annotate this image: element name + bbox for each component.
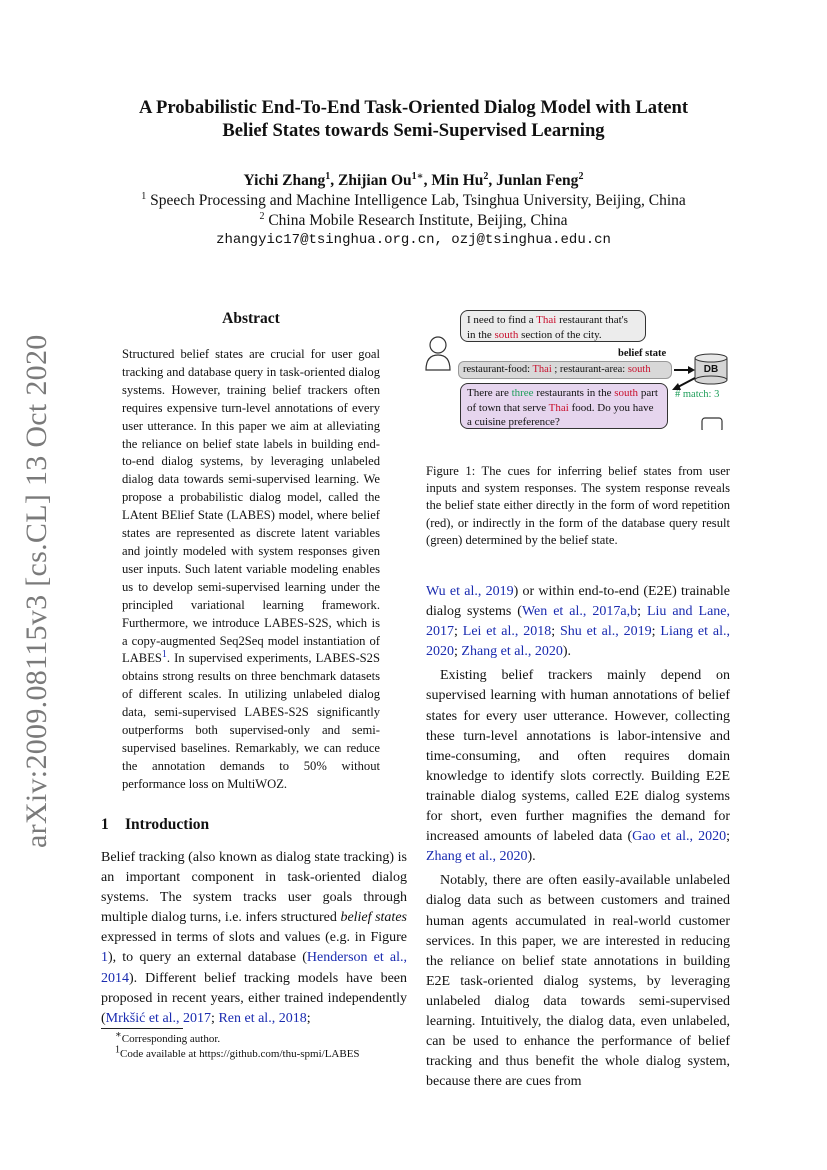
bubble-highlight: Thai xyxy=(548,401,569,414)
body-text: ). xyxy=(527,849,536,865)
body-text: ), to query an external database ( xyxy=(108,950,307,966)
body-text: ; xyxy=(651,624,661,640)
footnote xyxy=(101,1029,407,1047)
bubble-highlight-green: three xyxy=(511,387,534,399)
author-name: Yichi Zhang xyxy=(243,172,326,189)
robot-icon xyxy=(702,418,722,430)
author-emails: zhangyic17@tsinghua.org.cn, ozj@tsinghua.edu.cn xyxy=(216,232,611,248)
body-text: ; xyxy=(637,604,647,620)
body-text: ; xyxy=(211,1010,219,1026)
bubble-highlight: south xyxy=(494,328,519,341)
system-response-bubble xyxy=(460,383,668,429)
citation-link[interactable]: Wu et al., 2019 xyxy=(426,584,514,599)
author-list: Yichi Zhang$^1$, Zhijian $Ou^{1∗}$, Min Hu$^2$, Junlan Feng$^2$ xyxy=(243,170,584,189)
bubble-text: section of the city. xyxy=(518,328,602,341)
author-affil-mark: 2 xyxy=(483,170,489,182)
title-line-2: Belief States towards Semi-Supervised Learning xyxy=(222,120,605,141)
body-text: ; xyxy=(306,1010,311,1026)
footnote-text: Code available at https://github.com/thu-spmi/LABES xyxy=(120,1048,360,1060)
belief-state-box xyxy=(458,361,672,379)
footnotes xyxy=(101,1029,407,1062)
affiliation-text: China Mobile Research Institute, Beijing, China xyxy=(268,212,568,229)
intro-left-column xyxy=(101,848,407,1029)
citation-link[interactable]: Zhang et al., 2020 xyxy=(461,644,563,660)
citation-link[interactable]: Wen et al., 2017a,b xyxy=(521,604,638,620)
author-name: Junlan Feng xyxy=(496,172,579,189)
body-text: ). Different belief tracking models have been proposed in recent years, either trained independently ( xyxy=(101,970,407,1026)
body-text: Existing belief trackers mainly depend on supervised learning with human annotations of belief states for every user utterance. However, collecting these turn-level annotations is labor-intensive and time-consuming, and often requires domain knowledge to identify slots correctly. Building E2E trainable dialog systems, called E2E dialog systems for short, even further magnifies the demand for increased amounts of labeled data ( xyxy=(426,668,730,845)
body-text: Belief tracking (also known as dialog state tracking) is an important component in task-oriented dialog systems. The system tracks user goals through multiple dialog turns, i.e. infers structured xyxy=(101,850,407,926)
author-name: Min Hu xyxy=(431,172,484,189)
footnote-text: Corresponding author. xyxy=(121,1033,221,1045)
user-utterance-bubble xyxy=(460,310,646,342)
footnote-ref[interactable]: 1 xyxy=(161,649,167,661)
arrow-to-db xyxy=(674,366,695,374)
body-text: ) or within end-to-end (E2E) trainable dialog systems ( xyxy=(426,584,730,620)
affiliation-mark: 2 xyxy=(259,210,265,222)
citation-link[interactable]: Liu and Lane, 2017 xyxy=(426,604,731,640)
citation-link[interactable]: Shu et al., 2019 xyxy=(560,624,652,640)
bubble-text: restaurants in the xyxy=(533,387,615,399)
affiliation-text: Speech Processing and Machine Intelligence Lab, Tsinghua University, Beijing, China xyxy=(150,192,686,209)
abstract-text: Structured belief states are crucial for user goal tracking and database query in task-oriented dialog systems. However, training belief trackers often requires expensive turn-level annotations of every user utterance. In this paper we aim at alleviating the reliance on belief state labels in building end-to-end dialog systems, by leveraging unlabeled dialog data towards semi-supervised learning. We propose a probabilistic dialog model, called the LAtent BElief State (LABES) model, where belief states are represented as discrete latent variables and jointly modeled with system responses given user inputs. Such latent variable modeling enables us to develop semi-supervised learning under the principled variational learning framework. Furthermore, we introduce LABES-S2S, which is a copy-augmented Seq2Seq model instantiation of LABES xyxy=(122,347,380,666)
affiliation-mark: 1 xyxy=(141,190,147,202)
body-text: ; xyxy=(726,829,731,845)
bubble-text: restaurant that's in the xyxy=(467,314,628,341)
affiliation-2 xyxy=(100,212,727,230)
bubble-highlight: Thai xyxy=(536,314,557,326)
arxiv-stamp: arXiv:2009.08115v3 [cs.CL] 13 Oct 2020 xyxy=(20,334,53,848)
belief-highlight: Thai xyxy=(532,364,552,375)
citation-link[interactable]: Mrkšić et al., 2017 xyxy=(105,1010,212,1026)
bubble-text: part of town that serve xyxy=(467,387,658,414)
paragraph: Notably, there are often easily-available unlabeled dialog data such as between customers and trained human agents accumulated in real-world customer services. In this paper, we are interested in reducing the reliance on belief state annotations in building E2E task-oriented dialog systems, by leveraging unlabeled dialog data towards semi-supervised learning. Intuitively, the dialog data, even unlabeled, can be used to enhance the performance of belief tracking and thus benefit the whole dialog system, because there are cues from xyxy=(426,873,730,1090)
intro-right-column xyxy=(426,582,730,1092)
paragraph xyxy=(426,582,730,662)
body-text: expressed in terms of slots and values (e.g. in Figure xyxy=(101,930,407,946)
section-title: Introduction xyxy=(125,816,210,833)
footnote-mark: ∗ xyxy=(115,1029,122,1041)
body-text: ; xyxy=(454,624,463,640)
body-text: ; xyxy=(551,624,561,640)
citation-link[interactable]: Zhang et al., 2020 xyxy=(426,849,528,865)
citation-link[interactable]: Liang et al., 2020 xyxy=(426,624,730,660)
emphasis-text: belief states xyxy=(340,910,407,926)
bubble-highlight: south xyxy=(614,387,639,399)
abstract-body xyxy=(122,346,380,794)
figure-ref-link[interactable]: 1 xyxy=(101,950,108,966)
body-text: ; xyxy=(454,644,462,660)
abstract-text-cont: . In supervised experiments, LABES-S2S obtains strong results on three benchmark datasets of different scales. In utilizing unlabeled dialog data, semi-supervised LABES-S2S significantly outperforms both supervised-only and semi-supervised baselines. Remarkably, we can reduce the annotation demands to 50% without performance loss on MultiWOZ. xyxy=(122,651,380,791)
user-icon xyxy=(426,337,450,370)
citation-link[interactable]: Henderson et al., 2014 xyxy=(101,950,407,986)
figure-caption: Figure 1: The cues for inferring belief states from user inputs and system responses. The system response reveals the belief state either directly in the form of word repetition (red), or indirectly in the form of the database query result (green) determined by the belief state. xyxy=(426,464,730,547)
paragraph xyxy=(426,666,730,867)
author-name: Zhijian Ou xyxy=(337,172,412,189)
belief-highlight: south xyxy=(627,364,651,375)
footnote-rule xyxy=(101,1028,183,1029)
section-heading-introduction xyxy=(101,816,209,834)
affiliation-1 xyxy=(100,192,727,210)
footnote xyxy=(101,1044,407,1062)
citation-link[interactable]: Ren et al., 2018 xyxy=(218,1010,307,1026)
figure-1 xyxy=(424,300,734,430)
author-affil-mark: 1 xyxy=(325,170,331,182)
bubble-text: I need to find a xyxy=(467,314,537,326)
title-line-1: A Probabilistic End-To-End Task-Oriented Dialog Model with Latent xyxy=(138,97,689,118)
section-number: 1 xyxy=(101,816,109,833)
abstract-heading: Abstract xyxy=(222,310,280,327)
belief-state-label: belief state xyxy=(618,348,667,359)
bubble-text: food. Do you have a cuisine preference? xyxy=(467,401,654,428)
paper-title xyxy=(100,96,727,142)
db-label: DB xyxy=(703,364,719,375)
bubble-text: There are xyxy=(467,387,512,399)
body-text: ). xyxy=(562,644,572,660)
belief-text: restaurant-food: xyxy=(463,364,533,375)
belief-text: ; restaurant-area: xyxy=(551,364,628,375)
citation-link[interactable]: Gao et al., 2020 xyxy=(632,829,727,845)
footnote-mark: 1 xyxy=(115,1044,120,1056)
db-match-count: # match: 3 xyxy=(675,389,720,400)
author-affil-mark: 1∗ xyxy=(411,170,424,182)
author-affil-mark: 2 xyxy=(578,170,584,182)
citation-link[interactable]: Lei et al., 2018 xyxy=(462,624,552,640)
